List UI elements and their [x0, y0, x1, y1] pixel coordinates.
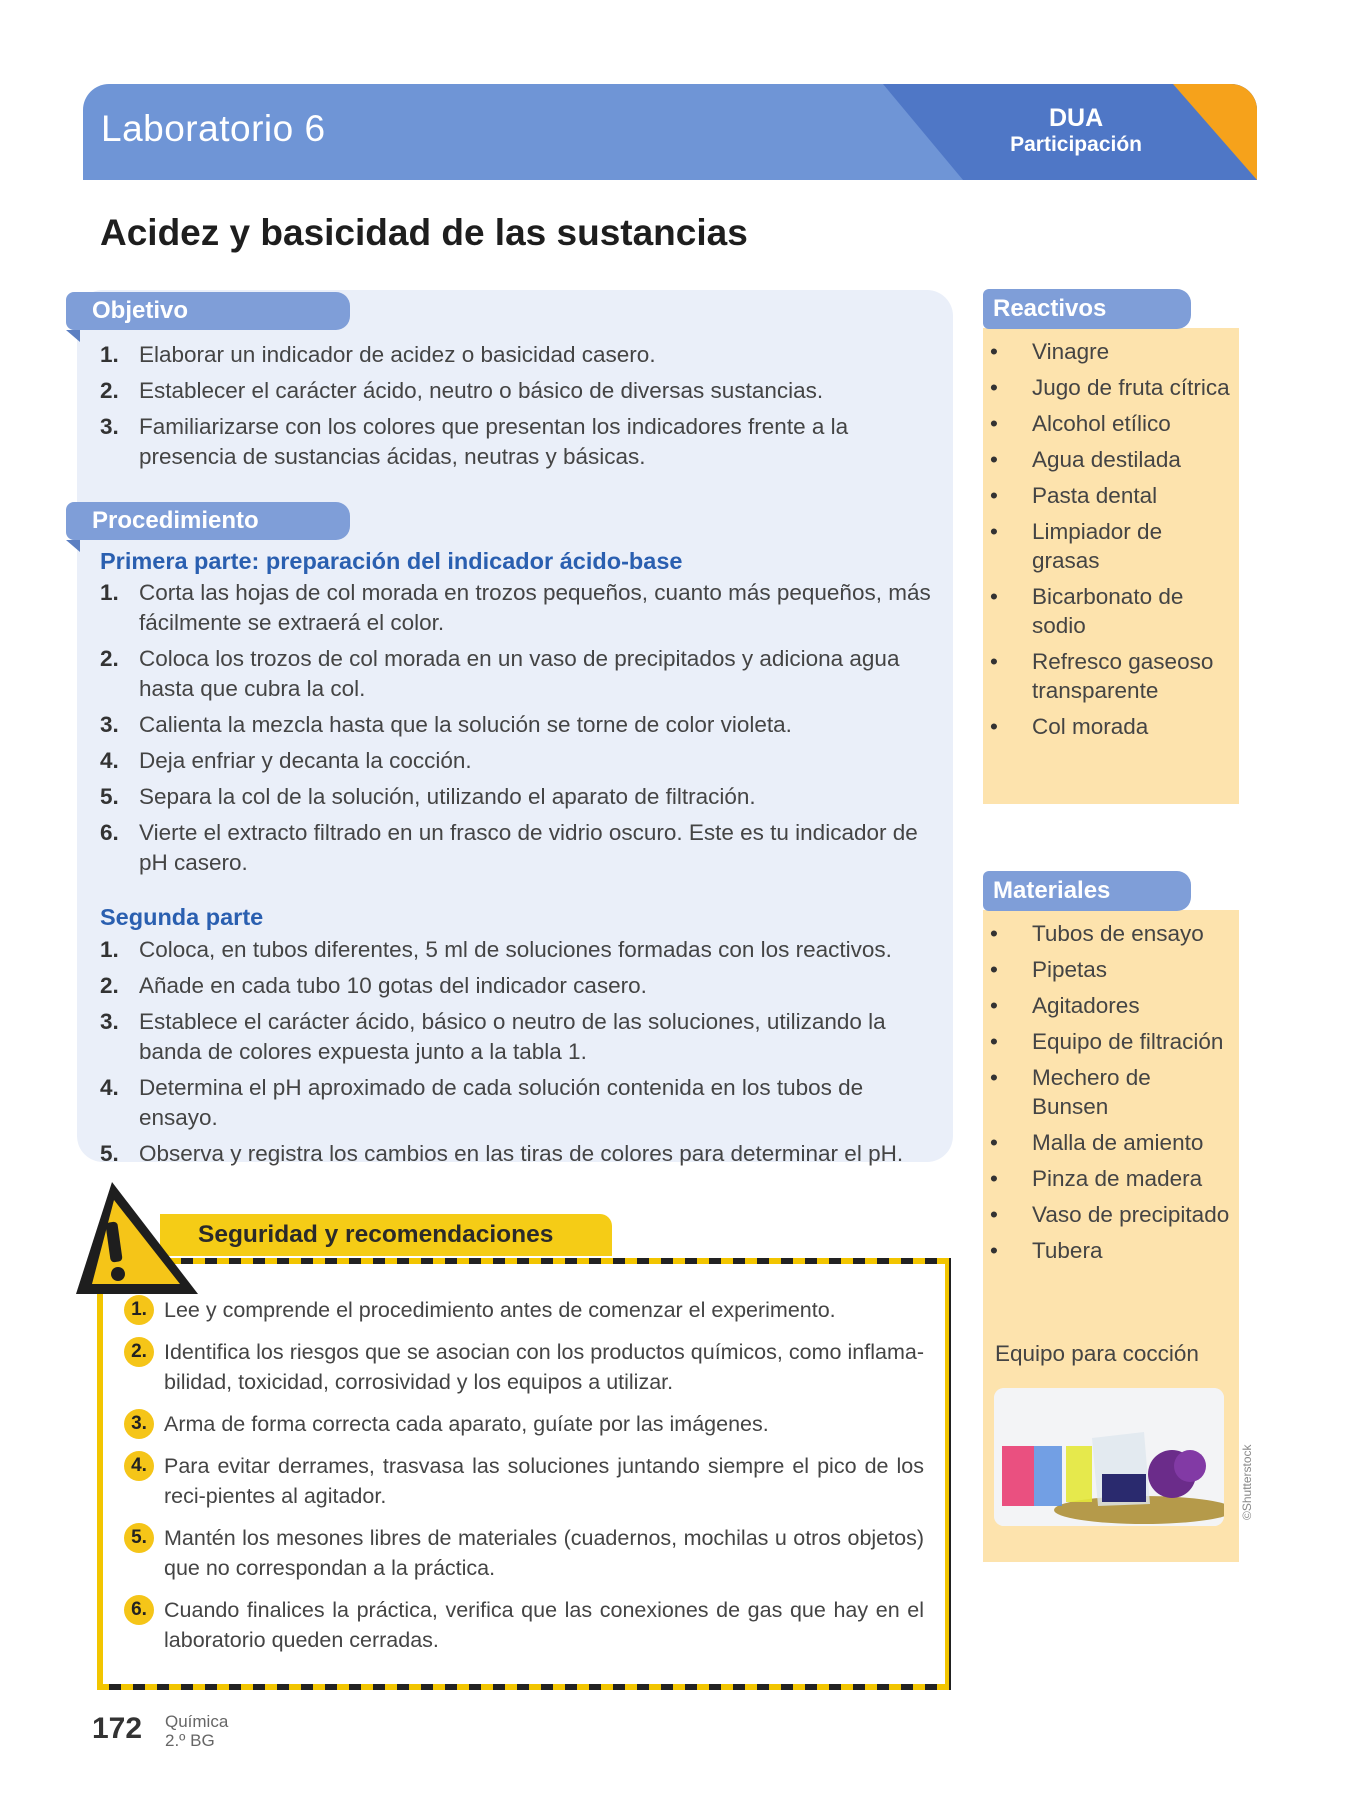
- item-text: Vierte el extracto filtrado en un frasco de vidrio oscuro. Este es tu indicador de pH casero.: [139, 820, 918, 875]
- list-item: [124, 1595, 924, 1655]
- list-item: • Malla de amiento: [990, 1128, 1230, 1157]
- list-item: [100, 340, 945, 370]
- lab-banner: [83, 84, 1257, 180]
- part2-title: Segunda parte: [100, 904, 264, 930]
- list-item: [100, 818, 945, 878]
- list-item: [124, 1451, 924, 1511]
- list-item: • Pasta dental: [990, 481, 1230, 510]
- item-text: Coloca, en tubos diferentes, 5 ml de soluciones formadas con los reactivos.: [139, 937, 892, 962]
- equipo-label: Equipo para cocción: [995, 1341, 1199, 1366]
- item-number: 5.: [100, 1141, 119, 1166]
- list-item: [100, 746, 945, 776]
- list-item: [100, 578, 945, 638]
- item-text: Arma de forma correcta cada aparato, guíate por las imágenes.: [164, 1412, 769, 1436]
- item-number: 1.: [124, 1295, 154, 1325]
- item-text: Elaborar un indicador de acidez o basicidad casero.: [139, 342, 656, 367]
- list-item: [124, 1409, 924, 1439]
- item-text: Identifica los riesgos que se asocian con los productos químicos, como inflama-bilidad, toxicidad, corrosividad y los equipos a utilizar.: [164, 1340, 924, 1394]
- page-number: 172: [92, 1712, 143, 1745]
- warning-icon: [72, 1178, 202, 1302]
- item-number: 3.: [100, 1009, 119, 1034]
- objetivo-list: [100, 340, 945, 478]
- item-number: 2.: [100, 646, 119, 671]
- item-number: 2.: [100, 378, 119, 403]
- list-item: [100, 644, 945, 704]
- item-text: Familiarizarse con los colores que presentan los indicadores frente a la presencia de sustancias ácidas, neutras y básicas.: [139, 414, 849, 469]
- page-title: Acidez y basicidad de las sustancias: [100, 212, 748, 253]
- materiales-heading: Materiales: [983, 871, 1191, 911]
- item-text: Determina el pH aproximado de cada solución contenida en los tubos de ensayo.: [139, 1075, 864, 1130]
- reactivos-heading: Reactivos: [983, 289, 1191, 329]
- item-text: Deja enfriar y decanta la cocción.: [139, 748, 472, 773]
- grade-label: 2.º BG: [165, 1731, 215, 1750]
- list-item: • Tubos de ensayo: [990, 919, 1230, 948]
- list-item: [124, 1295, 924, 1325]
- list-item: • Vaso de precipitado: [990, 1200, 1230, 1229]
- item-number: 1.: [100, 580, 119, 605]
- item-number: 2.: [100, 973, 119, 998]
- item-text: Añade en cada tubo 10 gotas del indicador casero.: [139, 973, 647, 998]
- list-item: [124, 1523, 924, 1583]
- item-number: 4.: [124, 1451, 154, 1481]
- subject-name: Química: [165, 1712, 229, 1731]
- item-number: 3.: [100, 712, 119, 737]
- list-item: • Alcohol etílico: [990, 409, 1230, 438]
- item-number: 4.: [100, 748, 119, 773]
- list-item: [100, 935, 945, 965]
- part2-list: [100, 935, 945, 1175]
- list-item: • Agua destilada: [990, 445, 1230, 474]
- item-text: Establece el carácter ácido, básico o neutro de las soluciones, utilizando la banda de colores expuesta junto a la tabla 1.: [139, 1009, 886, 1064]
- dua-title: DUA: [1048, 104, 1104, 132]
- list-item: • Equipo de filtración: [990, 1027, 1230, 1056]
- item-text: Corta las hojas de col morada en trozos pequeños, cuanto más pequeños, más fácilmente se extraerá el color.: [139, 580, 931, 635]
- objetivo-heading: Objetivo: [66, 292, 350, 330]
- item-number: 1.: [100, 937, 119, 962]
- footer-subject: [165, 1712, 228, 1750]
- safety-heading: Seguridad y recomendaciones: [160, 1214, 612, 1256]
- dua-subtitle: Participación: [1010, 133, 1142, 156]
- list-item: • Refresco gaseoso transparente: [990, 647, 1230, 705]
- item-text: Mantén los mesones libres de materiales (cuadernos, mochilas u otros objetos) que no correspondan a la práctica.: [164, 1526, 924, 1580]
- item-number: 3.: [100, 414, 119, 439]
- list-item: [100, 782, 945, 812]
- list-item: [100, 971, 945, 1001]
- list-item: [100, 1007, 945, 1067]
- list-item: • Limpiador de grasas: [990, 517, 1230, 575]
- list-item: • Mechero de Bunsen: [990, 1063, 1230, 1121]
- materiales-list: [990, 919, 1230, 1272]
- lab-number-title: Laboratorio 6: [101, 108, 326, 149]
- list-item: [100, 412, 945, 472]
- list-item: • Pipetas: [990, 955, 1230, 984]
- list-item: • Pinza de madera: [990, 1164, 1230, 1193]
- photo-credit: ©Shutterstock: [1240, 1444, 1254, 1520]
- list-item: [124, 1337, 924, 1397]
- item-number: 1.: [100, 342, 119, 367]
- list-item: • Bicarbonato de sodio: [990, 582, 1230, 640]
- list-item: [100, 710, 945, 740]
- list-item: [100, 1073, 945, 1133]
- item-text: Cuando finalices la práctica, verifica que las conexiones de gas que hay en el laboratorio queden cerradas.: [164, 1598, 924, 1652]
- item-text: Lee y comprende el procedimiento antes de comenzar el experimento.: [164, 1298, 836, 1322]
- item-number: 2.: [124, 1337, 154, 1367]
- item-number: 5.: [124, 1523, 154, 1553]
- dua-label: [1010, 104, 1142, 158]
- item-number: 5.: [100, 784, 119, 809]
- safety-list: [124, 1295, 924, 1667]
- item-number: 4.: [100, 1075, 119, 1100]
- item-text: Separa la col de la solución, utilizando el aparato de filtración.: [139, 784, 756, 809]
- photo-illustration: [994, 1388, 1224, 1526]
- list-item: • Agitadores: [990, 991, 1230, 1020]
- item-text: Observa y registra los cambios en las tiras de colores para determinar el pH.: [139, 1141, 904, 1166]
- reactivos-list: [990, 337, 1230, 748]
- cooking-equipment-photo: [994, 1388, 1224, 1526]
- item-text: Calienta la mezcla hasta que la solución se torne de color violeta.: [139, 712, 792, 737]
- list-item: • Col morada: [990, 712, 1230, 741]
- item-number: 3.: [124, 1409, 154, 1439]
- list-item: • Vinagre: [990, 337, 1230, 366]
- list-item: [100, 376, 945, 406]
- part1-title: Primera parte: preparación del indicador ácido-base: [100, 548, 683, 574]
- item-text: Coloca los trozos de col morada en un vaso de precipitados y adiciona agua hasta que cubra la col.: [139, 646, 900, 701]
- list-item: • Tubera: [990, 1236, 1230, 1265]
- item-text: Establecer el carácter ácido, neutro o básico de diversas sustancias.: [139, 378, 824, 403]
- list-item: [100, 1139, 945, 1169]
- list-item: • Jugo de fruta cítrica: [990, 373, 1230, 402]
- item-number: 6.: [100, 820, 119, 845]
- part1-list: [100, 578, 945, 884]
- procedimiento-heading: Procedimiento: [66, 502, 350, 540]
- item-text: Para evitar derrames, trasvasa las soluciones juntando siempre el pico de los reci-pientes al agitador.: [164, 1454, 924, 1508]
- item-number: 6.: [124, 1595, 154, 1625]
